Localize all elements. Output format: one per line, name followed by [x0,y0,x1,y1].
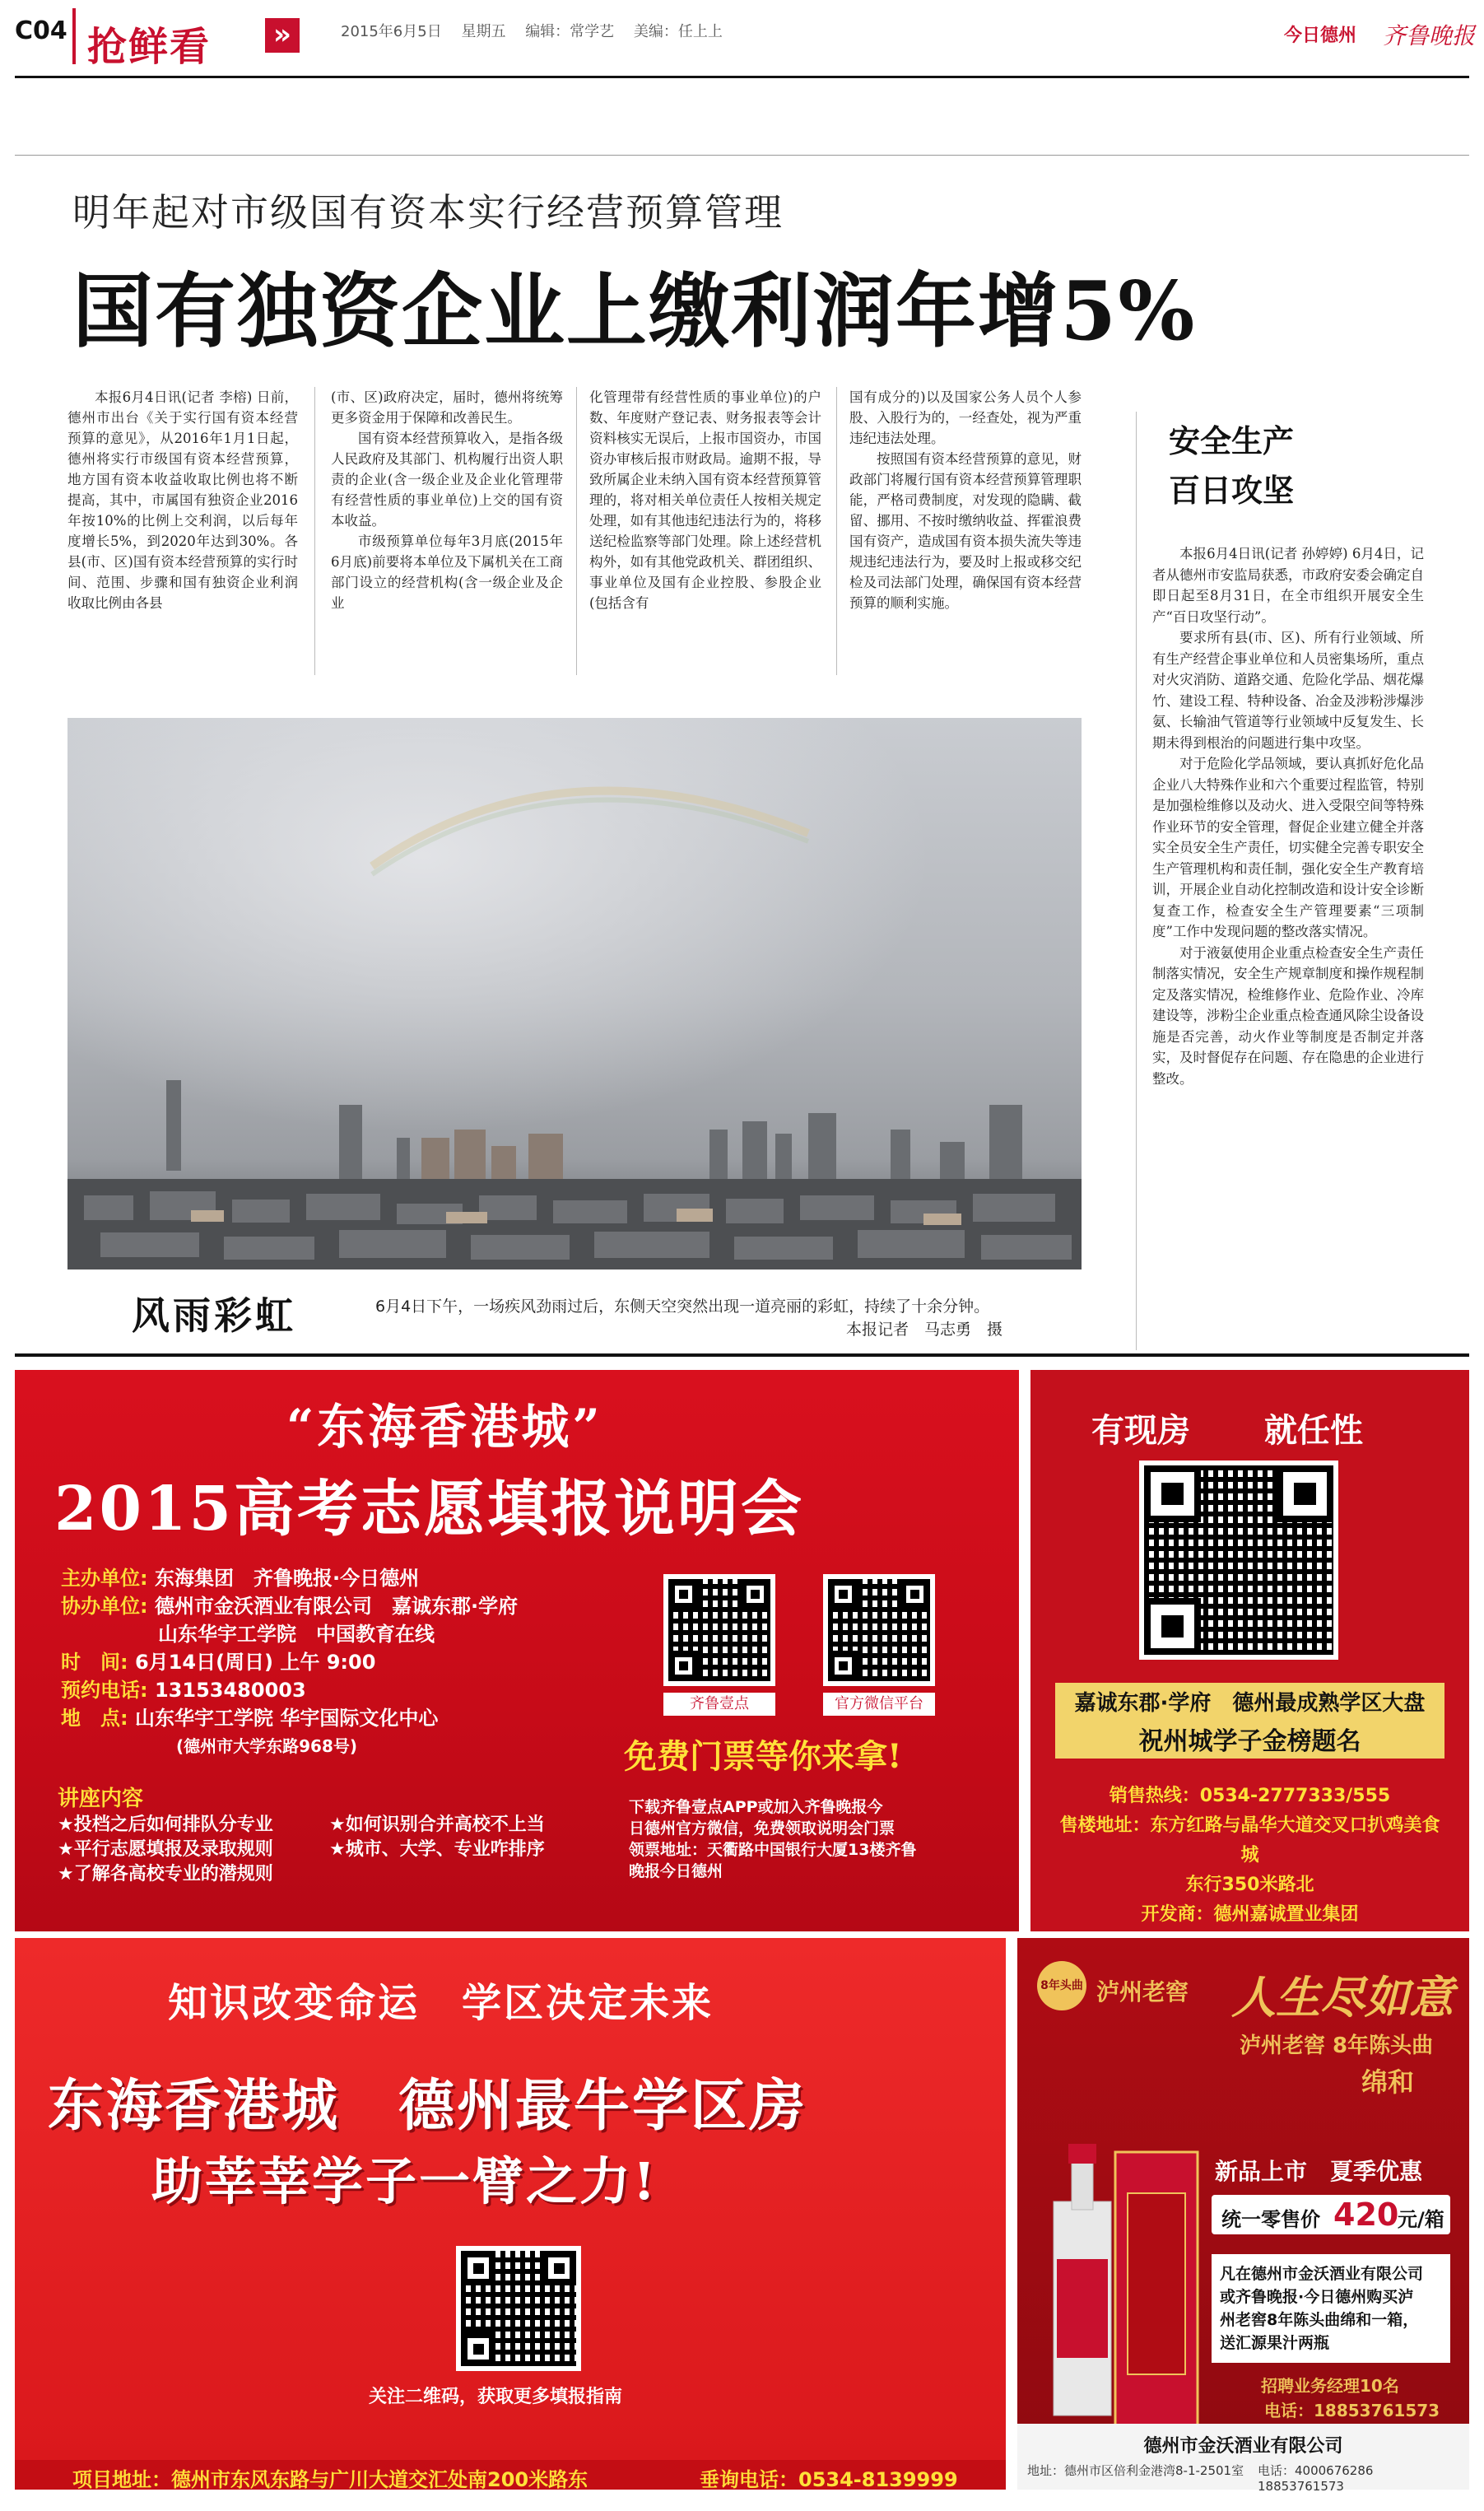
place-sub: (德州市大学东路968号) [176,1736,358,1756]
column-rule [576,387,577,675]
place-value: 山东华宇工学院 华宇国际文化中心 [134,1707,439,1730]
lecture-item: ★城市、大学、专业咋排序 [329,1839,545,1860]
qr-label-2: 官方微信平台 [823,1693,935,1716]
page-number: C04 [15,16,67,45]
ad4-mianhe: 绵和 [1361,2066,1415,2098]
ad-donghai-school-district [15,1938,1006,2490]
phone-label: 预约电话: [61,1679,148,1702]
ad4-sub: 泸州老窖 8年陈头曲 [1240,2033,1434,2058]
qr-code-donghai[interactable] [456,2246,581,2371]
article-column-4 [849,387,1082,613]
ad4-script: 人生尽如意 [1231,1971,1454,2024]
co-value-1: 德州市金沃酒业有限公司 嘉诚东郡·学府 [154,1595,519,1618]
host-value: 东海集团 齐鲁晚报·今日德州 [154,1567,420,1590]
lecture-item: ★平行志愿填报及录取规则 [58,1839,273,1860]
article-paragraph: (市、区)政府决定，届时，德州将统筹更多资金用于保障和改善民生。 [331,389,563,426]
side-article-body [1152,543,1424,1089]
ad-title: 2015高考志愿填报说明会 [54,1474,804,1544]
lecture-label: 讲座内容 [58,1787,144,1811]
editor: 编辑：常学艺 [525,23,615,40]
article-headline: 国有独资企业上缴利润年增5% [72,264,1197,359]
time-value: 6月14日(周日) 上午 9:00 [134,1651,376,1674]
header-divider [72,8,76,64]
article-paragraph: 国有资本经营预算收入，是指各级人民政府及其部门、机构履行出资人职责的企业(含一级企业及企业化管理带有经营性质的事业单位)上交的国有资本收益。 [331,431,563,529]
photo-caption: 6月4日下午，一场疾风劲雨过后，东侧天空突然出现一道亮丽的彩虹，持续了十余分钟。 [375,1297,990,1316]
ad3-phone: 垂询电话：0534-8139999 [700,2468,958,2491]
ticket-note-line: 下载齐鲁壹点APP或加入齐鲁晚报今 [629,1798,883,1816]
bottle-image [1037,2103,1202,2448]
offer-line: 凡在德州市金沃酒业有限公司 [1220,2265,1424,2283]
place-label: 地 点: [61,1707,128,1730]
lecture-item: ★了解各高校专业的潜规则 [58,1864,273,1884]
photo-credit: 本报记者 马志勇 摄 [846,1321,1003,1339]
co-value-2: 山东华宇工学院 中国教育在线 [158,1623,435,1646]
side-article-title [1169,417,1294,515]
price-value: 420 [1333,2197,1399,2233]
ad2-developer: 开发商：德州嘉诚置业集团 [1141,1904,1359,1925]
ad3-footer-strip [15,2460,1006,2490]
ad3-project-address: 项目地址：德州市东风东路与广川大道交汇处南200米路东 [72,2468,588,2491]
column-rule [1136,412,1137,1350]
issue-weekday: 星期五 [461,23,506,40]
free-ticket-text: 免费门票等你来拿! [624,1737,902,1776]
article-paragraph: 国有成分的)以及国家公务人员个人参股、入股行为的，一经查处，视为严重违纪违法处理。 [849,389,1082,446]
article-paragraph: 本报6月4日讯(记者 孙婷婷) 6月4日，记者从德州市安监局获悉，市政府安委会确定自即日起至8月31日，在全市组织开展安全生产“百日攻坚行动”。 [1152,546,1424,625]
ad-gaokao-seminar [15,1370,1019,1931]
ad4-footer-phone: 电话：4000676286 18853761573 [1258,2463,1386,2494]
section-name: 抢鲜看 [87,24,212,70]
ad4-promo: 新品上市 夏季优惠 [1215,2158,1423,2185]
ad-luzhou-laojiao [1017,1938,1469,2494]
ad4-company: 德州市金沃酒业有限公司 [1143,2436,1343,2457]
side-title-line-1: 安全生产 [1169,423,1295,459]
ticket-note-line: 日德州官方微信，免费领取说明会门票 [629,1819,896,1838]
photo-title: 风雨彩虹 [132,1293,296,1338]
article-paragraph: 市级预算单位每年3月底(2015年6月底)前要将本单位及下属机关在工商部门设立的经营机构(含一级企业及企业 [331,533,563,611]
headline-top-rule [15,155,1469,156]
article-kicker: 明年起对市级国有资本实行经营预算管理 [72,190,784,235]
article-paragraph: 本报6月4日讯(记者 李榕) 日前，德州市出台《关于实行国有资本经营预算的意见》，从2016年1月1日起，德州将实行市级国有资本经营预算，地方国有资本收益收取比例也将不断提高，其中，市属国有独资企业2016年按10%的比例上交利润，以后每年度增长5%，到2020年达到30%。各县(市、区)国有资本经营预算的实行时间、范围、步骤和国有独资企业利润收取比例由各县 [67,389,298,611]
ad-info-block [61,1564,518,1760]
issue-date: 2015年6月5日 [341,23,442,40]
newspaper-logo: 齐鲁晚报 [1383,22,1476,49]
designer: 美编：任上上 [633,23,723,40]
lecture-list [58,1813,634,1887]
time-label: 时 间: [61,1651,128,1674]
city-skyline-image [67,718,1082,1269]
ad2-address-2: 东行350米路北 [1185,1875,1314,1895]
column-rule [314,387,315,675]
issue-meta [341,20,737,41]
ad3-line-2: 助莘莘学子一臂之力! [151,2151,658,2211]
qr-code-qilu[interactable] [663,1574,775,1686]
ad2-line-2: 祝州城学子金榜题名 [1055,1719,1444,1759]
host-label: 主办单位: [61,1567,148,1590]
column-rule [836,387,837,675]
ad-brand: “东海香港城” [286,1399,603,1455]
ad2-hotline: 销售热线：0534-2777333/555 [1109,1786,1391,1806]
ad3-slogan: 知识改变命运 学区决定未来 [168,1980,714,2026]
article-column-2 [331,387,563,613]
price-unit: 元/箱 [1398,2208,1444,2231]
offer-line: 送汇源果汁两瓶 [1220,2334,1330,2352]
ad3-line-1: 东海香港城 德州最牛学区房 [48,2073,808,2139]
article-paragraph: 要求所有县(市、区)、所有行业领域、所有生产经营企事业单位和人员密集场所，重点对火灾消防、道路交通、危险化学品、烟花爆竹、建设工程、特种设备、冶金及涉粉涉爆涉氨、长输油气管道等行业领域中反复发生、长期未得到根治的问题进行集中攻坚。 [1152,630,1424,751]
price-box [1212,2195,1450,2234]
lecture-item: ★投档之后如何排队分专业 [58,1815,273,1835]
qr-code-wechat[interactable] [823,1574,935,1686]
article-column-1 [67,387,298,613]
section-arrow-icon: » [265,18,300,53]
ticket-note-line: 晚报今日德州 [629,1862,723,1880]
rainbow-photo [67,718,1082,1269]
ad2-tag-2: 就任性 [1264,1411,1363,1450]
qr-code-realestate[interactable] [1139,1460,1338,1660]
ad2-line-1: 嘉诚东郡·学府 德州最成熟学区大盘 [1055,1683,1444,1720]
article-paragraph: 对于危险化学品领域，要认真抓好危化品企业八大特殊作业和六个重要过程监管，特别是加强检维修以及动火、进入受限空间等特殊作业环节的安全管理，督促企业建立健全并落实全员安全生产责任，切实健全完善专职安全生产管理机构和责任制，强化安全生产教育培训，开展企业自动化控制改造和设计安全诊断复查工作，检查安全生产管理要素“三项制度”工作中发现问题的整改落实情况。 [1152,756,1424,939]
edition-name: 今日德州 [1284,26,1357,46]
header-rule [15,76,1469,78]
ticket-note [629,1796,916,1882]
ad4-hire: 招聘业务经理10名 [1261,2376,1399,2396]
phone-value: 13153480003 [154,1679,306,1702]
ad4-footer [1017,2424,1469,2494]
ad4-badge: 8年头曲 [1037,1961,1086,2010]
article-paragraph: 化管理带有经营性质的事业单位)的户数、年度财产登记表、财务报表等会计资料核实无误后，上报市国资办，市国资办审核后报市财政局。逾期不报，导致所属企业未纳入国有资本经营预算管理的，将对相关单位责任人按相关规定处理，如有其他违纪违法行为的，将移送纪检监察等部门处理。除上述经营机构外，如有其他党政机关、群团组织、事业单位及国有企业控股、参股企业(包括含有 [589,389,821,611]
ad4-footer-address: 地址：德州市区倍利金港湾8-1-2501室 [1027,2463,1244,2478]
ad2-contact [1055,1782,1444,1930]
ad-jiacheng-realestate [1030,1370,1469,1931]
side-title-line-2: 百日攻坚 [1169,473,1295,509]
ad4-offer-box [1212,2254,1450,2363]
price-label: 统一零售价 [1221,2208,1320,2231]
ticket-note-line: 领票地址：天衢路中国银行大厦13楼齐鲁 [629,1841,917,1859]
ad2-address-1: 售楼地址：东方红路与晶华大道交叉口扒鸡美食城 [1059,1815,1440,1866]
article-paragraph: 对于液氨使用企业重点检查安全生产责任制落实情况，安全生产规章制度和操作规程制定及落实情况，检维修作业、危险作业、冷库建设等，涉粉尘企业重点检查通风除尘设备设施是否完善，动火作业等制度是否制定并落实，及时督促存在问题、存在隐患的企业进行整改。 [1152,944,1424,1087]
article-paragraph: 按照国有资本经营预算的意见，财政部门将履行国有资本经营预算管理职能，严格司费制度，对发现的隐瞒、截留、挪用、不按时缴纳收益、挥霍浪费国有资产，造成国有资本损失流失等违规违纪违法行为，要及时上报或移交纪检及司法部门处理，确保国有资本经营预算的顺利实施。 [849,451,1082,611]
offer-line: 或齐鲁晚报·今日德州购买泸 [1220,2288,1414,2306]
ad4-brand-logo: 泸州老窖 [1096,1978,1189,2006]
ad3-qr-label: 关注二维码，获取更多填报指南 [369,2387,623,2407]
offer-line: 州老窖8年陈头曲绵和一箱， [1220,2311,1419,2329]
lecture-item: ★如何识别合并高校不上当 [329,1815,545,1835]
ad2-tag-1: 有现房 [1091,1411,1190,1450]
section-rule [15,1353,1469,1357]
qr-label-1: 齐鲁壹点 [663,1693,775,1716]
co-label: 协办单位: [61,1595,148,1618]
ad4-hire-phone: 电话：18853761573 [1264,2401,1440,2420]
article-column-3 [589,387,821,613]
